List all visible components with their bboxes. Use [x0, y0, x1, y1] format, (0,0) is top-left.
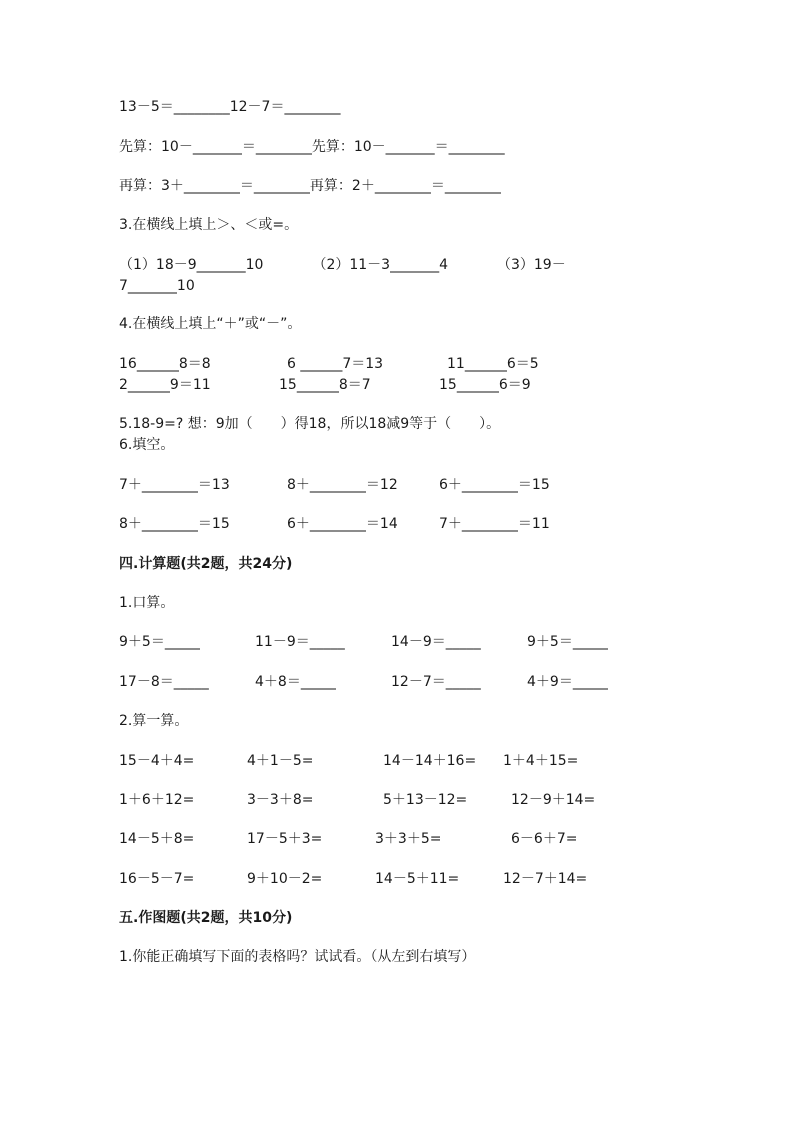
section4-heading: 四.计算题(共2题，共24分) — [119, 556, 293, 572]
q6-r2-c3: 7＋________＝11 — [439, 516, 550, 532]
q6-r1-c3: 6＋________＝15 — [439, 477, 550, 493]
calc-r1-c1: 15－4＋4= — [119, 753, 195, 769]
oral-r1-c3: 14－9＝_____ — [391, 634, 481, 650]
calc-r2-c3: 5＋13－12= — [383, 792, 468, 808]
section5-heading: 五.作图题(共2题，共10分) — [119, 910, 293, 926]
q3-title: 3.在横线上填上＞、＜或=。 — [119, 217, 299, 233]
q6-r2-c1: 8＋________＝15 — [119, 516, 230, 532]
calc-r4-c1: 16－5－7= — [119, 871, 195, 887]
q4-title: 4.在横线上填上“＋”或“－”。 — [119, 316, 302, 332]
oral-r2-c1: 17－8＝_____ — [119, 674, 209, 690]
q6-r1-c1: 7＋________＝13 — [119, 477, 230, 493]
calc-r2-c4: 12－9＋14= — [511, 792, 596, 808]
q4-r2-c2: 15______8＝7 — [279, 377, 371, 393]
q3-row-1: （1）18－9_______10 （2）11－3_______4 （3）19－ — [119, 257, 566, 273]
calc-r4-c3: 14－5＋11= — [375, 871, 460, 887]
calc-r3-c3: 3＋3＋5= — [375, 831, 442, 847]
oral-r1-c1: 9＋5＝_____ — [119, 634, 200, 650]
oral-r2-c4: 4＋9＝_____ — [527, 674, 608, 690]
q4-r1-c2: 6 ______7＝13 — [287, 356, 384, 372]
q4-r1-c3: 11______6＝5 — [447, 356, 539, 372]
calc-r4-c4: 12－7＋14= — [503, 871, 588, 887]
oral-r2-c3: 12－7＝_____ — [391, 674, 481, 690]
calc-r3-c2: 17－5＋3= — [247, 831, 323, 847]
calc-r4-c2: 9＋10－2= — [247, 871, 323, 887]
calc-r2-c2: 3－3＋8= — [247, 792, 314, 808]
calc-r1-c4: 1＋4＋15= — [503, 753, 579, 769]
q4-r1-c1: 16______8＝8 — [119, 356, 211, 372]
q6-r2-c2: 6＋________＝14 — [287, 516, 398, 532]
calc-r1-c3: 14－14＋16= — [383, 753, 477, 769]
q6-r1-c2: 8＋________＝12 — [287, 477, 398, 493]
section5-q1-text: 1.你能正确填写下面的表格吗？试试看。（从左到右填写） — [119, 949, 476, 965]
exercise-line-2: 先算：10－_______＝________先算：10－_______＝________ — [119, 139, 505, 155]
oral-r2-c2: 4＋8＝_____ — [255, 674, 336, 690]
exercise-line-1: 13－5＝________12－7＝________ — [119, 99, 341, 115]
q3-row-2: 7_______10 — [119, 278, 195, 294]
calc-r3-c4: 6－6＋7= — [511, 831, 578, 847]
calc-r2-c1: 1＋6＋12= — [119, 792, 195, 808]
q4-r2-c1: 2______9＝11 — [119, 377, 211, 393]
oral-r1-c2: 11－9＝_____ — [255, 634, 345, 650]
q6-title: 6.填空。 — [119, 437, 175, 453]
oral-r1-c4: 9＋5＝_____ — [527, 634, 608, 650]
calc-r1-c2: 4＋1－5= — [247, 753, 314, 769]
q5-text: 5.18-9=? 想：9加（ ）得18，所以18减9等于（ ）。 — [119, 416, 501, 432]
q4-r2-c3: 15______6＝9 — [439, 377, 531, 393]
section4-q1-title: 1.口算。 — [119, 595, 175, 611]
exercise-line-3: 再算：3＋________＝________再算：2＋________＝________ — [119, 178, 501, 194]
calc-r3-c1: 14－5＋8= — [119, 831, 195, 847]
section4-q2-title: 2.算一算。 — [119, 713, 189, 729]
